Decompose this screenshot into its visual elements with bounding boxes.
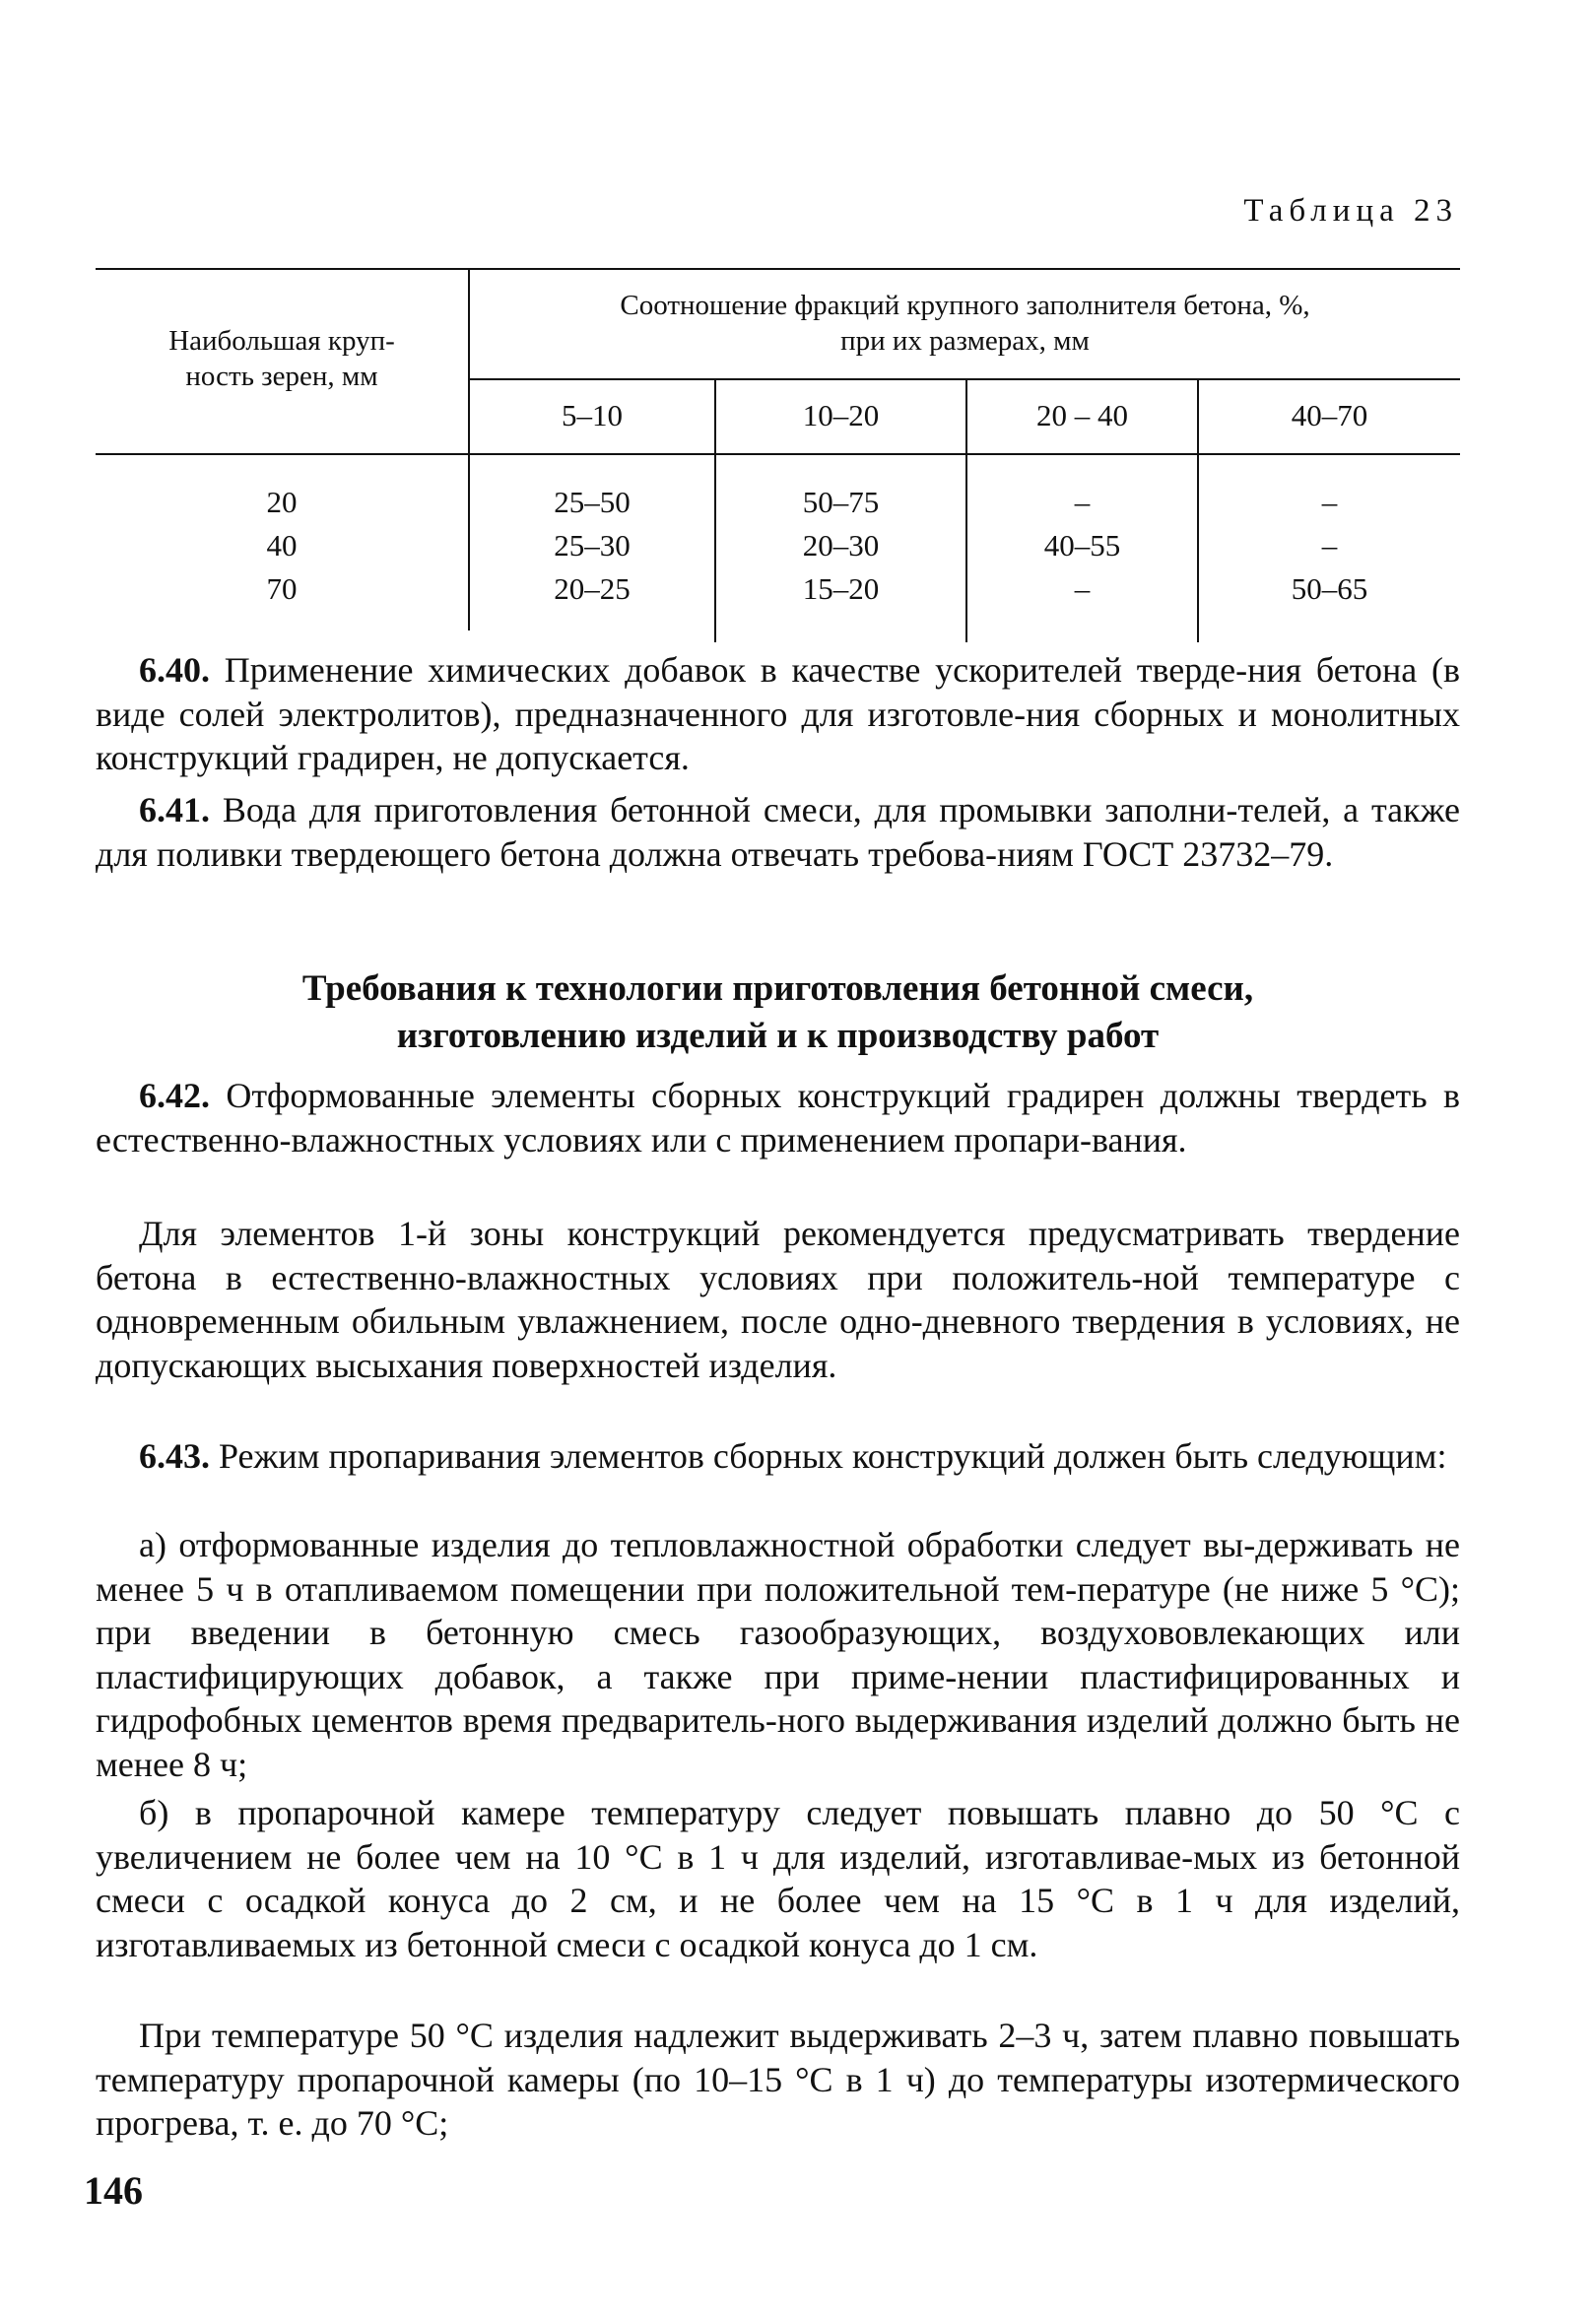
- clause-text: Применение химических добавок в качестве ускорителей тверде-ния бетона (в виде солей электролитов), предназначенного для изготовле-ния сборных и монолитных конструкций градирен, не допускается.: [96, 650, 1460, 777]
- paragraph-6-42: [96, 1074, 1460, 1161]
- paragraph-temperature: При температуре 50 °С изделия надлежит выдерживать 2–3 ч, затем плавно повышать температуру пропарочной камеры (по 10–15 °С в 1 ч) до температуры изотермического прогрева, т. е. до 70 °С;: [96, 2016, 1460, 2143]
- table-cell: 20–30: [802, 528, 880, 563]
- paragraph-6-43: [96, 1434, 1460, 1479]
- table-cell: 25–30: [554, 528, 631, 563]
- clause-text: Отформованные элементы сборных конструкций градирен должны твердеть в естественно-влажностных условиях или с применением пропари-вания.: [96, 1076, 1460, 1160]
- group-header-rule: [468, 378, 1460, 380]
- sub-header: 20 – 40: [1036, 398, 1128, 432]
- table-cell-size: 20: [266, 485, 298, 519]
- table-cell: 15–20: [802, 571, 880, 606]
- table-cell: –: [1074, 571, 1091, 606]
- sub-header: 5–10: [562, 398, 623, 432]
- table-cell: –: [1321, 485, 1338, 519]
- group-header-fractions: Соотношение фракций крупного заполнителя бетона, %, при их размерах, мм: [620, 290, 1310, 357]
- table-cell: 40–55: [1043, 528, 1121, 563]
- table-cell: 50–65: [1291, 571, 1368, 606]
- table-top-rule: [96, 268, 1460, 270]
- clause-number: 6.43.: [139, 1436, 210, 1476]
- list-item-a: а) отформованные изделия до тепловлажностной обработки следует вы-держивать не менее 5 ч в отапливаемом помещении при положительной тем-пературе (не ниже 5 °С); при введении в бетонную смесь газообразующих, воздухововлекающих или пластифицирующих добавок, а также при приме-нении пластифицированных и гидрофобных цементов время предваритель-ного выдерживания изделий должно быть не менее 8 ч;: [96, 1525, 1460, 1784]
- paragraph-6-40: [96, 648, 1460, 780]
- clause-text: Вода для приготовления бетонной смеси, для промывки заполни-телей, а также для поливки твердеющего бетона должна отвечать требова-ниям ГОСТ 23732–79.: [96, 790, 1460, 874]
- clause-text: Режим пропаривания элементов сборных конструкций должен быть следующим:: [210, 1436, 1447, 1476]
- header-bottom-rule: [96, 453, 1460, 455]
- table-cell-size: 70: [266, 571, 298, 606]
- list-item-b: б) в пропарочной камере температуру следует повышать плавно до 50 °С с увеличением не более чем на 10 °С в 1 ч для изделий, изготавливае-мых из бетонной смеси с осадкой конуса до 2 см, и не более чем на 15 °С в 1 ч для изделий, изготавливаемых из бетонной смеси с осадкой конуса до 1 см.: [96, 1793, 1460, 1964]
- sub-header: 40–70: [1291, 398, 1368, 432]
- paragraph-zone-1: Для элементов 1-й зоны конструкций рекомендуется предусматривать твердение бетона в естественно-влажностных условиях при положитель-ной температуре с одновременным обильным увлажнением, после одно-дневного твердения в условиях, не допускающих высыхания поверхностей изделия.: [96, 1214, 1460, 1385]
- section-heading: Требования к технологии приготовления бетонной смеси, изготовлению изделий и к производству работ: [301, 968, 1254, 1056]
- sub-header: 10–20: [802, 398, 880, 432]
- clause-number: 6.40.: [139, 650, 210, 690]
- clause-number: 6.42.: [139, 1076, 210, 1115]
- table-cell-size: 40: [266, 528, 298, 563]
- col-header-grain-size: Наибольшая круп- ность зерен, мм: [168, 325, 395, 392]
- table-cell: 50–75: [802, 485, 880, 519]
- clause-number: 6.41.: [139, 790, 210, 829]
- table-cell: 20–25: [554, 571, 631, 606]
- table-cell: –: [1074, 485, 1091, 519]
- data-table: [96, 268, 1460, 642]
- table-caption: Таблица 23: [1243, 193, 1458, 229]
- page-number: 146: [84, 2168, 143, 2213]
- table-cell: –: [1321, 528, 1338, 563]
- paragraph-6-41: [96, 788, 1460, 876]
- table-cell: 25–50: [554, 485, 631, 519]
